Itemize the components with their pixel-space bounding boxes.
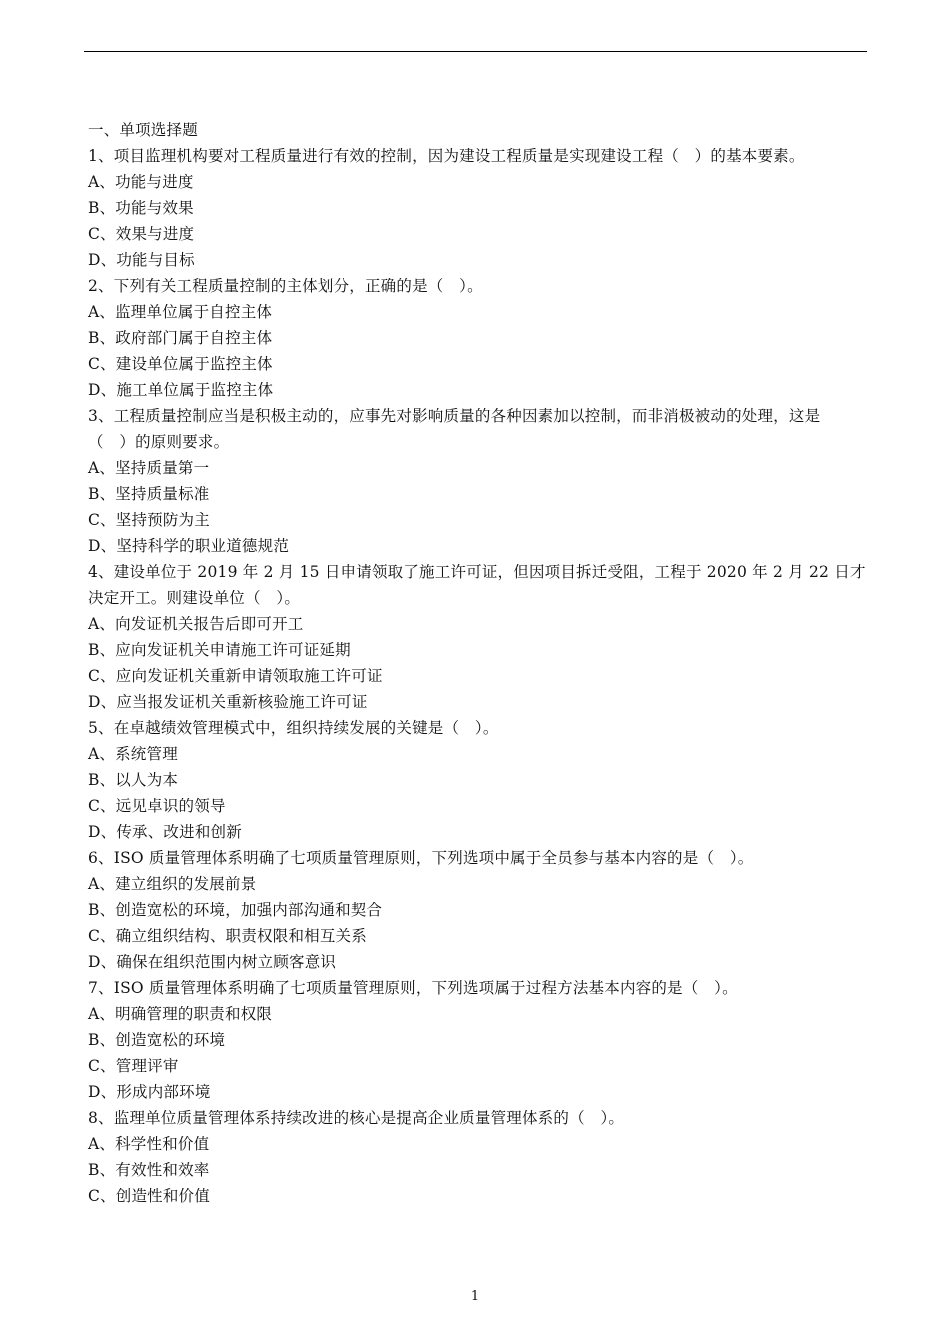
option: B、创造宽松的环境 xyxy=(88,1031,226,1049)
question-stem: 3、工程质量控制应当是积极主动的，应事先对影响质量的各种因素加以控制，而非消极被动的处理，这是 xyxy=(88,407,821,425)
question-stem: 7、ISO 质量管理体系明确了七项质量管理原则，下列选项属于过程方法基本内容的是（ ）。 xyxy=(88,979,738,997)
option: B、以人为本 xyxy=(88,771,179,789)
question-stem-continued: 决定开工。则建设单位（ ）。 xyxy=(88,589,301,607)
option: D、应当报发证机关重新核验施工许可证 xyxy=(88,693,368,711)
question-stem: 8、监理单位质量管理体系持续改进的核心是提高企业质量管理体系的（ ）。 xyxy=(88,1109,625,1127)
option: A、监理单位属于自控主体 xyxy=(88,303,273,321)
section-title: 一、单项选择题 xyxy=(88,121,198,139)
option: C、创造性和价值 xyxy=(88,1187,210,1205)
option: B、坚持质量标准 xyxy=(88,485,210,503)
option: C、确立组织结构、职责权限和相互关系 xyxy=(88,927,367,945)
option: D、坚持科学的职业道德规范 xyxy=(88,537,290,555)
option: B、功能与效果 xyxy=(88,199,194,217)
option: A、科学性和价值 xyxy=(88,1135,210,1153)
document-body xyxy=(88,117,870,1209)
option: D、传承、改进和创新 xyxy=(88,823,242,841)
option: B、政府部门属于自控主体 xyxy=(88,329,273,347)
option: D、施工单位属于监控主体 xyxy=(88,381,274,399)
option: A、明确管理的职责和权限 xyxy=(88,1005,273,1023)
question-stem: 4、建设单位于 2019 年 2 月 15 日申请领取了施工许可证，但因项目拆迁受阻，工程于 2020 年 2 月 22 日才 xyxy=(88,563,866,581)
option: C、远见卓识的领导 xyxy=(88,797,226,815)
option: B、应向发证机关申请施工许可证延期 xyxy=(88,641,351,659)
option: B、有效性和效率 xyxy=(88,1161,210,1179)
page-number: 1 xyxy=(470,1289,480,1304)
header-rule xyxy=(84,51,867,52)
option: A、系统管理 xyxy=(88,745,178,763)
option: B、创造宽松的环境，加强内部沟通和契合 xyxy=(88,901,383,919)
option: C、建设单位属于监控主体 xyxy=(88,355,273,373)
question-stem: 2、下列有关工程质量控制的主体划分，正确的是（ ）。 xyxy=(88,277,483,295)
option: C、坚持预防为主 xyxy=(88,511,210,529)
option: C、应向发证机关重新申请领取施工许可证 xyxy=(88,667,383,685)
option: A、向发证机关报告后即可开工 xyxy=(88,615,304,633)
question-stem: 1、项目监理机构要对工程质量进行有效的控制，因为建设工程质量是实现建设工程（ ）的基本要素。 xyxy=(88,147,805,165)
option: D、功能与目标 xyxy=(88,251,195,269)
option: C、效果与进度 xyxy=(88,225,195,243)
question-stem: 6、ISO 质量管理体系明确了七项质量管理原则，下列选项中属于全员参与基本内容的是（ ）。 xyxy=(88,849,754,867)
option: D、确保在组织范围内树立顾客意识 xyxy=(88,953,337,971)
question-stem: 5、在卓越绩效管理模式中，组织持续发展的关键是（ ）。 xyxy=(88,719,499,737)
option: A、建立组织的发展前景 xyxy=(88,875,257,893)
option: C、管理评审 xyxy=(88,1057,179,1075)
option: A、坚持质量第一 xyxy=(88,459,210,477)
option: A、功能与进度 xyxy=(88,173,194,191)
option: D、形成内部环境 xyxy=(88,1083,211,1101)
question-stem-continued: （ ）的原则要求。 xyxy=(88,433,230,451)
